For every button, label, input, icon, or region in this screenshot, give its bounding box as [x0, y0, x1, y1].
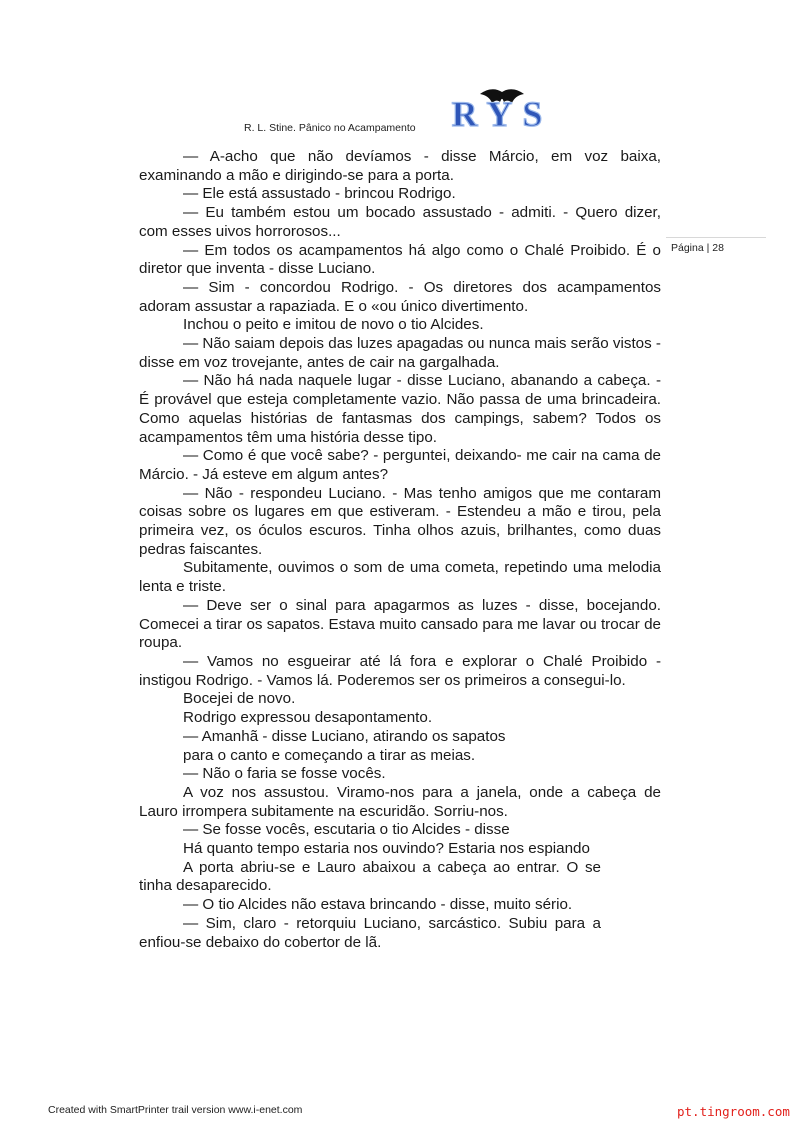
paragraph: — Como é que você sabe? - perguntei, deixando- me cair na cama de Márcio. - Já esteve em algum antes? — [139, 447, 661, 483]
paragraph: A voz nos assustou. Viramo-nos para a janela, onde a cabeça de Lauro irrompera subitamente na escuridão. Sorriu-nos. — [139, 783, 661, 820]
paragraph: — Em todos os acampamentos há algo como o Chalé Proibido. É o diretor que inventa - disse Luciano. — [139, 241, 661, 278]
body-text — [139, 148, 661, 952]
paragraph: — Deve ser o sinal para apagarmos as luzes - disse, bocejando. Comecei a tirar os sapatos. Estava muito cansado para me lavar ou trocar de roupa. — [139, 596, 661, 652]
paragraph: — Não saiam depois das luzes apagadas ou nunca mais serão vistos - disse em voz trovejante, antes de cair na gargalhada. — [139, 335, 661, 371]
paragraph: — Se fosse vocês, escutaria o tio Alcides - disse — [183, 821, 510, 839]
footer-credit: Created with SmartPrinter trail version www.i-enet.com — [48, 1104, 303, 1116]
running-title: R. L. Stine. Pânico no Acampamento — [244, 122, 416, 134]
paragraph: — Sim, claro - retorquiu Luciano, sarcástico. Subiu para a enfiou-se debaixo do cobertor de lã. — [139, 914, 601, 951]
paragraph: A porta abriu-se e Lauro abaixou a cabeça ao entrar. O se tinha desaparecido. — [139, 858, 601, 895]
paragraph: Subitamente, ouvimos o som de uma cometa, repetindo uma melodia lenta e triste. — [139, 559, 661, 596]
page-number-rule — [666, 237, 766, 238]
paragraph: Inchou o peito e imitou de novo o tio Alcides. — [183, 316, 484, 334]
paragraph: — A-acho que não devíamos - disse Márcio, em voz baixa, examinando a mão e dirigindo-se para a porta. — [139, 148, 661, 184]
paragraph: — O tio Alcides não estava brincando - disse, muito sério. — [183, 896, 573, 914]
footer-site-link[interactable]: pt.tingroom.com — [677, 1104, 790, 1119]
paragraph: — Vamos no esgueirar até lá fora e explorar o Chalé Proibido - instigou Rodrigo. - Vamos lá. Poderemos ser os primeiros a consegui-lo. — [139, 652, 661, 689]
paragraph: — Ele está assustado - brincou Rodrigo. — [183, 185, 456, 203]
paragraph: — Sim - concordou Rodrigo. - Os diretores dos acampamentos adoram assustar a rapaziada. E o «ou único divertimento. — [139, 278, 661, 315]
logo — [444, 86, 560, 132]
paragraph: Bocejei de novo. — [183, 690, 296, 708]
paragraph: — Eu também estou um bocado assustado - admiti. - Quero dizer, com esses uivos horrorosos... — [139, 204, 661, 240]
paragraph: — Não - respondeu Luciano. - Mas tenho amigos que me contaram coisas sobre os lugares em que estiveram. - Estendeu a mão e tirou, pela primeira vez, os óculos escuros. Tinha olhos azuis, brilhantes, como duas pedras faiscantes. — [139, 484, 661, 558]
paragraph: Rodrigo expressou desapontamento. — [183, 709, 433, 727]
paragraph: — Não o faria se fosse vocês. — [183, 765, 386, 783]
paragraph: — Amanhã - disse Luciano, atirando os sapatos — [183, 727, 506, 745]
paragraph: para o canto e começando a tirar as meias. — [183, 746, 476, 764]
paragraph: Há quanto tempo estaria nos ouvindo? Estaria nos espiando — [183, 840, 590, 858]
paragraph: — Não há nada naquele lugar - disse Luciano, abanando a cabeça. - É provável que esteja completamente vazio. Não passa de uma brincadeira. Como aquelas histórias de fantasmas dos campings, sabem? Todos os acampamentos têm uma história desse tipo. — [139, 372, 661, 446]
logo-lettering: RYS — [451, 94, 553, 132]
page-number: Página | 28 — [671, 242, 724, 254]
